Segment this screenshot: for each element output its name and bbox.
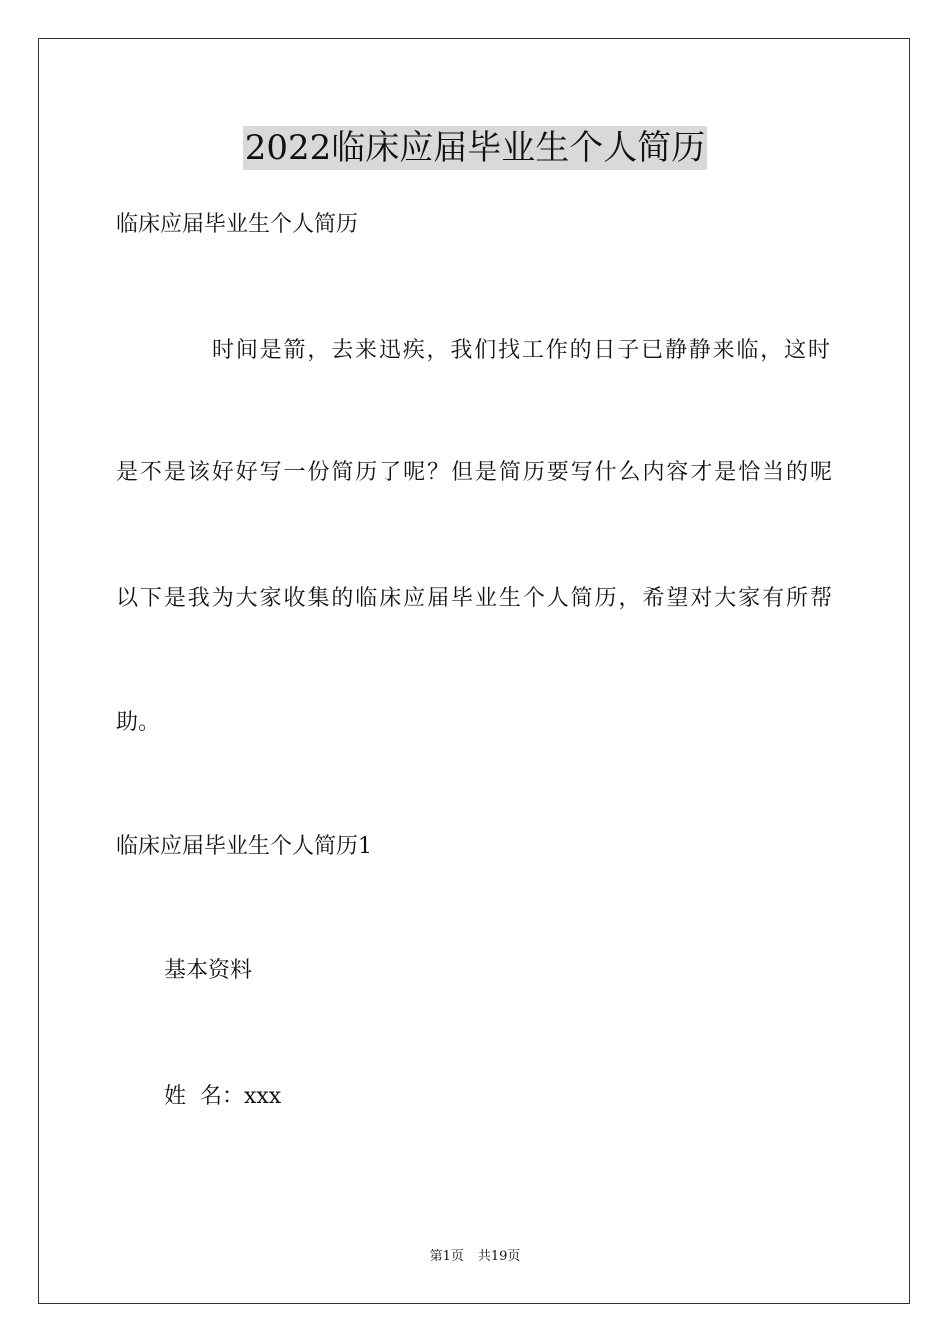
paragraph-line-4: 助。 <box>116 710 161 735</box>
name-field: 姓 名：xxx <box>164 1084 282 1109</box>
paragraph-line-2: 是不是该好好写一份简历了呢？但是简历要写什么内容才是恰当的呢 <box>116 460 832 485</box>
title-container <box>0 126 950 170</box>
document-title: 2022临床应届毕业生个人简历 <box>244 128 706 168</box>
page-number-total: 共19页 <box>477 1249 521 1264</box>
section-heading: 临床应届毕业生个人简历1 <box>116 834 372 859</box>
page-number-current: 第1页 <box>429 1249 464 1264</box>
paragraph-line-1: 时间是箭，去来迅疾，我们找工作的日子已静静来临，这时 <box>212 338 830 363</box>
document-subtitle: 临床应届毕业生个人简历 <box>116 212 359 237</box>
paragraph-line-3: 以下是我为大家收集的临床应届毕业生个人简历，希望对大家有所帮 <box>116 586 832 611</box>
basic-info-heading: 基本资料 <box>164 958 253 983</box>
page-footer <box>0 1248 950 1266</box>
